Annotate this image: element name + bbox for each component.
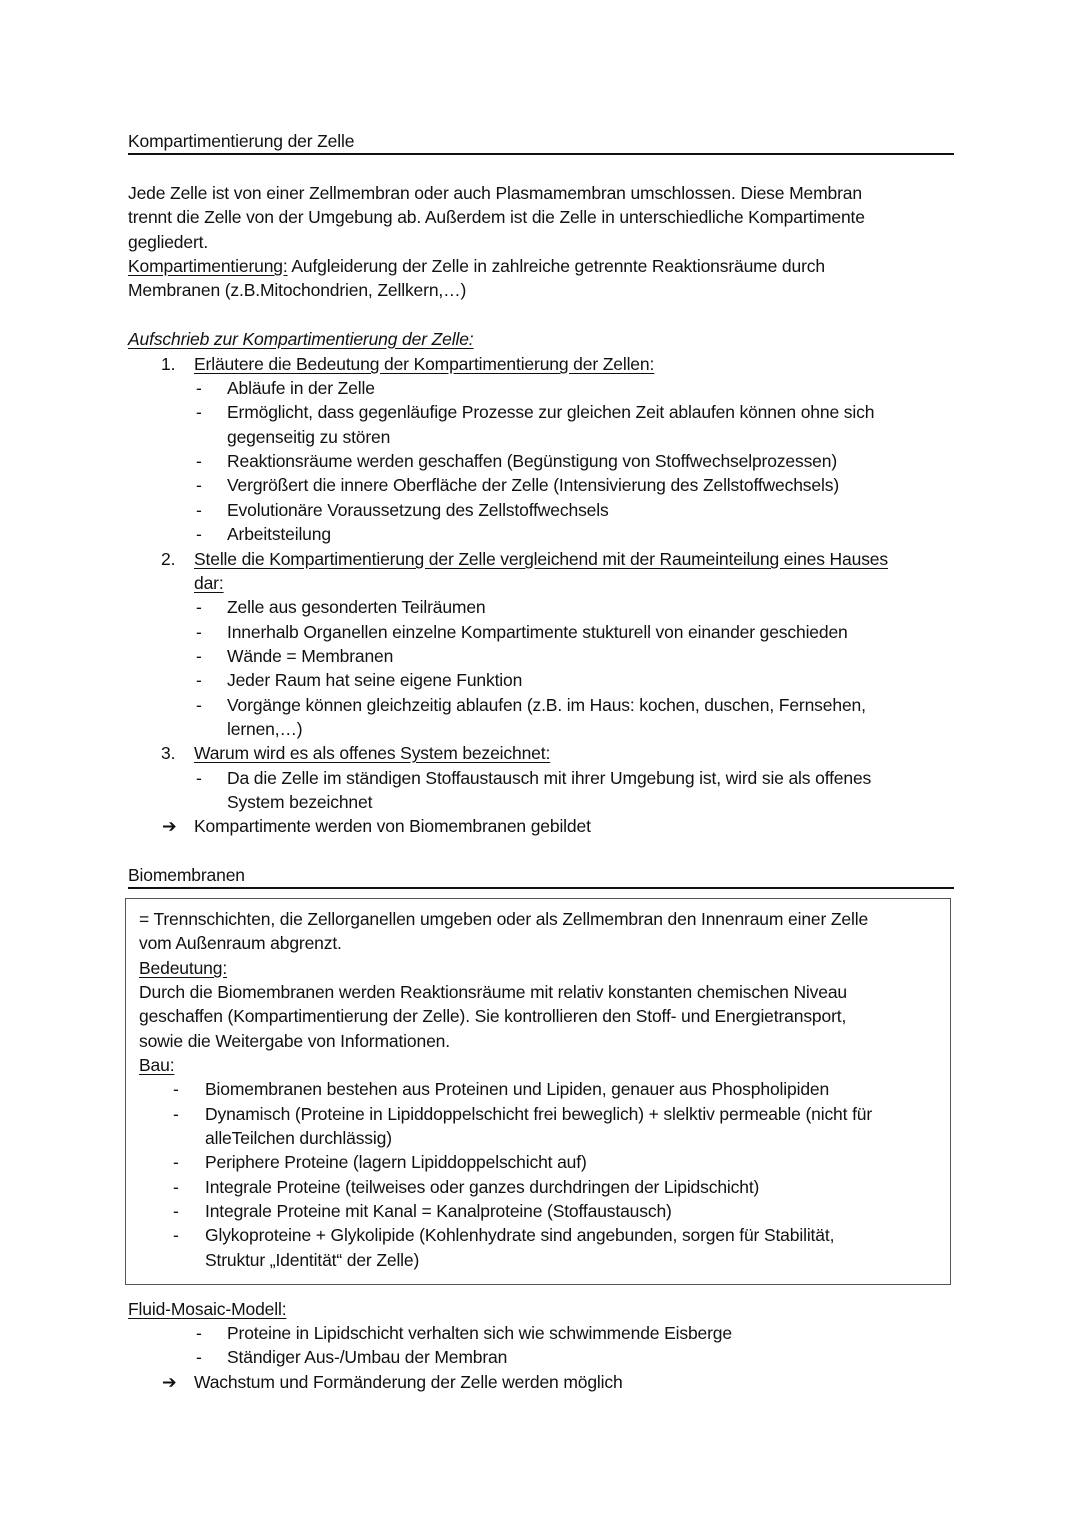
bullet-dash: - [173, 1079, 179, 1099]
bullet-dash: - [196, 622, 202, 642]
intro-line: Jede Zelle ist von einer Zellmembran oder auch Plasmamembran umschlossen. Diese Membran [128, 183, 862, 203]
list-item: Ermöglicht, dass gegenläufige Prozesse zur gleichen Zeit ablaufen können ohne sich [227, 402, 875, 422]
list-item: Vorgänge können gleichzeitig ablaufen (z.B. im Haus: kochen, duschen, Fernsehen, [227, 695, 866, 715]
bullet-dash: - [196, 475, 202, 495]
list-item: Biomembranen bestehen aus Proteinen und Lipiden, genauer aus Phospholipiden [205, 1079, 830, 1099]
question-title: Stelle die Kompartimentierung der Zelle vergleichend mit der Raumeinteilung eines Hauses [194, 549, 888, 569]
list-item: Vergrößert die innere Oberfläche der Zelle (Intensivierung des Zellstoffwechsels) [227, 475, 839, 495]
list-item: Glykoproteine + Glykolipide (Kohlenhydrate sind angebunden, sorgen für Stabilität, [205, 1225, 835, 1245]
box-definition-line: vom Außenraum abgrenzt. [139, 933, 342, 953]
bullet-dash: - [196, 1323, 202, 1343]
intro-line: gegliedert. [128, 232, 209, 252]
list-item-continuation: alleTeilchen durchlässig) [205, 1128, 392, 1148]
box-definition-line: = Trennschichten, die Zellorganellen umgeben oder als Zellmembran den Innenraum einer Zelle [139, 909, 869, 929]
bullet-dash: - [196, 646, 202, 666]
list-item: Reaktionsräume werden geschaffen (Begünstigung von Stoffwechselprozessen) [227, 451, 838, 471]
list-item: Dynamisch (Proteine in Lipiddoppelschicht frei beweglich) + slelktiv permeable (nicht für [205, 1104, 873, 1124]
question-title: Warum wird es als offenes System bezeichnet: [194, 743, 551, 763]
heading-rule [128, 153, 954, 155]
bullet-dash: - [173, 1177, 179, 1197]
list-item: Innerhalb Organellen einzelne Kompartimente stukturell von einander geschieden [227, 622, 848, 642]
bullet-dash: - [196, 500, 202, 520]
bullet-dash: - [196, 524, 202, 544]
bullet-dash: - [173, 1104, 179, 1124]
list-item: Integrale Proteine mit Kanal = Kanalproteine (Stoffaustausch) [205, 1201, 672, 1221]
bullet-dash: - [196, 402, 202, 422]
list-item: Abläufe in der Zelle [227, 378, 375, 398]
question-title: Erläutere die Bedeutung der Kompartimentierung der Zellen: [194, 354, 655, 374]
list-item: Periphere Proteine (lagern Lipiddoppelschicht auf) [205, 1152, 587, 1172]
meaning-line: sowie die Weitergabe von Informationen. [139, 1031, 450, 1051]
question-title-continuation: dar: [194, 573, 224, 593]
list-item-continuation: lernen,…) [227, 719, 303, 739]
question-number: 1. [161, 354, 176, 374]
list-item: Wände = Membranen [227, 646, 394, 666]
arrow-right-icon: ➔ [162, 1372, 177, 1392]
list-item: Zelle aus gesonderten Teilräumen [227, 597, 486, 617]
bullet-dash: - [196, 670, 202, 690]
question-number: 2. [161, 549, 176, 569]
bullet-dash: - [173, 1201, 179, 1221]
conclusion-text: Wachstum und Formänderung der Zelle werden möglich [194, 1372, 623, 1392]
definition-text: Aufgleiderung der Zelle in zahlreiche getrennte Reaktionsräume durch [287, 256, 825, 276]
meaning-line: Durch die Biomembranen werden Reaktionsräume mit relativ konstanten chemischen Niveau [139, 982, 848, 1002]
question-number: 3. [161, 743, 176, 763]
bullet-dash: - [196, 1347, 202, 1367]
bullet-dash: - [196, 768, 202, 788]
bullet-dash: - [173, 1152, 179, 1172]
structure-label: Bau: [139, 1055, 175, 1075]
bullet-dash: - [196, 695, 202, 715]
section-heading-biomembranen: Biomembranen [128, 865, 245, 885]
notes-title: Aufschrieb zur Kompartimentierung der Zelle: [128, 329, 474, 349]
list-item-continuation: gegenseitig zu stören [227, 427, 391, 447]
meaning-line: geschaffen (Kompartimentierung der Zelle). Sie kontrollieren den Stoff- und Energietransport, [139, 1006, 847, 1026]
section-heading-kompartimentierung: Kompartimentierung der Zelle [128, 131, 355, 151]
heading-rule [128, 887, 954, 889]
bullet-dash: - [196, 597, 202, 617]
arrow-right-icon: ➔ [162, 816, 177, 836]
intro-line: trennt die Zelle von der Umgebung ab. Außerdem ist die Zelle in unterschiedliche Kompartimente [128, 207, 865, 227]
definition-line: Membranen (z.B.Mitochondrien, Zellkern,…) [128, 280, 467, 300]
list-item-continuation: System bezeichnet [227, 792, 373, 812]
section-heading-fluid-mosaic: Fluid-Mosaic-Modell: [128, 1299, 287, 1319]
list-item: Evolutionäre Voraussetzung des Zellstoffwechsels [227, 500, 609, 520]
definition-line [128, 254, 825, 279]
list-item: Jeder Raum hat seine eigene Funktion [227, 670, 523, 690]
conclusion-text: Kompartimente werden von Biomembranen gebildet [194, 816, 591, 836]
list-item-continuation: Struktur „Identität“ der Zelle) [205, 1250, 420, 1270]
definition-term: Kompartimentierung: [128, 256, 288, 276]
list-item: Arbeitsteilung [227, 524, 331, 544]
list-item: Ständiger Aus-/Umbau der Membran [227, 1347, 508, 1367]
bullet-dash: - [196, 451, 202, 471]
list-item: Integrale Proteine (teilweises oder ganzes durchdringen der Lipidschicht) [205, 1177, 760, 1197]
list-item: Proteine in Lipidschicht verhalten sich wie schwimmende Eisberge [227, 1323, 732, 1343]
bullet-dash: - [173, 1225, 179, 1245]
list-item: Da die Zelle im ständigen Stoffaustausch mit ihrer Umgebung ist, wird sie als offenes [227, 768, 872, 788]
meaning-label: Bedeutung: [139, 958, 228, 978]
bullet-dash: - [196, 378, 202, 398]
